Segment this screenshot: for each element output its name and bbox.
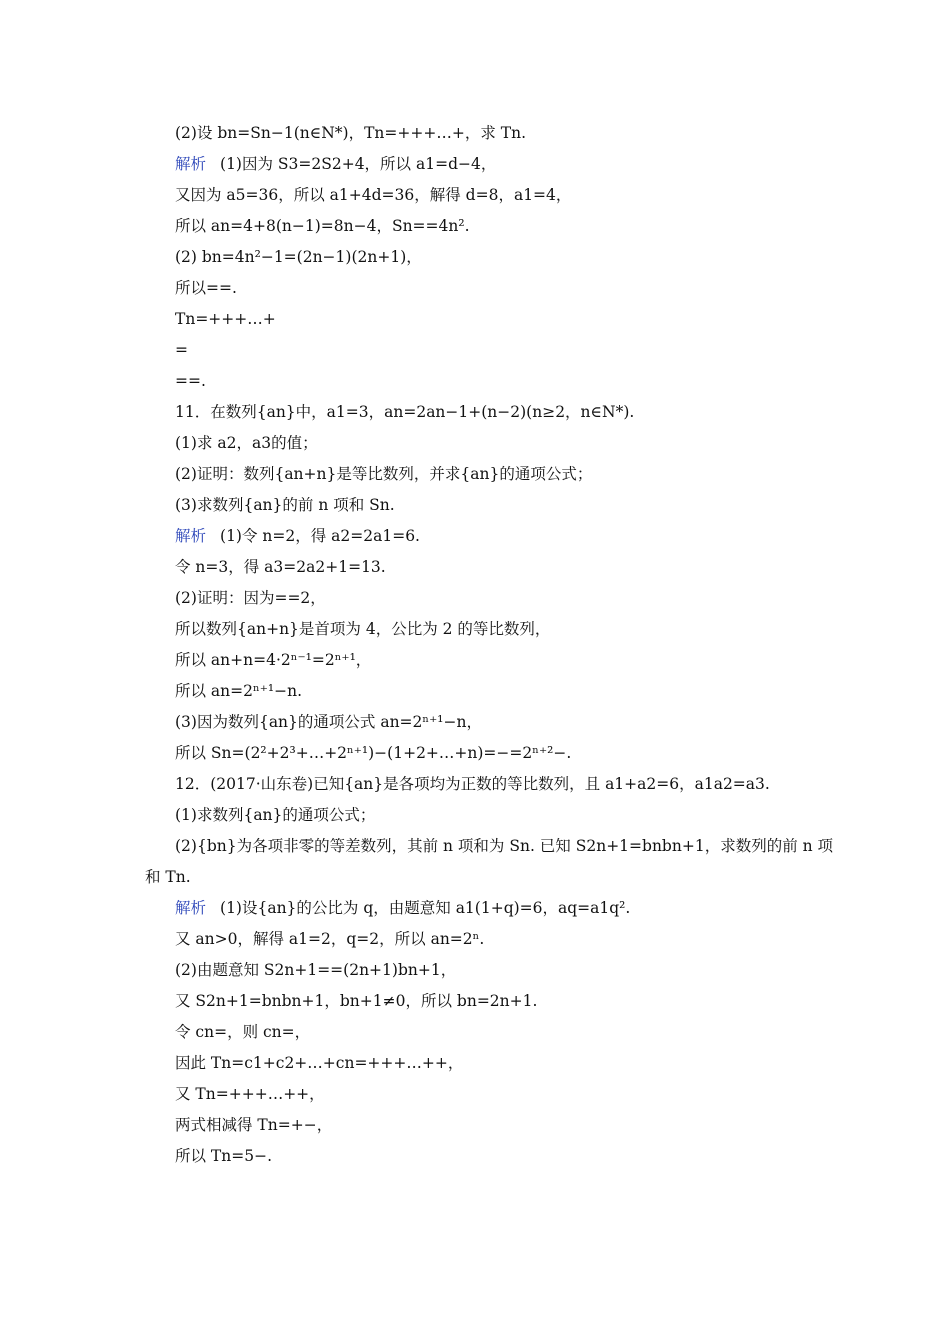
text-line: (2) bn=4n²−1=(2n−1)(2n+1)，	[175, 248, 422, 266]
text-line: Tn=+++…+	[175, 310, 276, 328]
analysis-label: 解析	[175, 155, 207, 173]
text-line: 所以 an=4+8(n−1)=8n−4，Sn==4n².	[175, 217, 470, 235]
text-line: 所以==.	[175, 279, 237, 297]
text-line: (1)求数列{an}的通项公式；	[175, 806, 376, 824]
text-line: 所以 Tn=5−.	[175, 1147, 273, 1165]
text-line: 所以 Sn=(2²+2³+…+2ⁿ⁺¹)−(1+2+…+n)=−=2ⁿ⁺²−.	[175, 744, 572, 762]
text-line: 12．(2017·山东卷)已知{an}是各项均为正数的等比数列，且 a1+a2=6，a1a2=a3.	[175, 775, 770, 793]
text-line: 和 Tn.	[145, 868, 191, 886]
text-line: (2)证明：因为==2，	[175, 589, 326, 607]
text-line: (2)证明：数列{an+n}是等比数列，并求{an}的通项公式；	[175, 465, 593, 483]
text-line: 所以 an=2ⁿ⁺¹−n.	[175, 682, 302, 700]
text-line: 11．在数列{an}中，a1=3，an=2an−1+(n−2)(n≥2，n∈N*).	[175, 403, 635, 421]
text-line: (2){bn}为各项非零的等差数列，其前 n 项和为 Sn. 已知 S2n+1=bnbn+1，求数列的前 n 项	[175, 837, 834, 855]
analysis-label: 解析	[175, 899, 207, 917]
text-line: 令 n=3，得 a3=2a2+1=13.	[175, 558, 386, 576]
text-line: ==.	[175, 372, 206, 390]
text-line: 解析 (1)设{an}的公比为 q，由题意知 a1(1+q)=6，aq=a1q².	[175, 899, 631, 917]
text-line: (2)设 bn=Sn−1(n∈N*)，Tn=+++…+，求 Tn.	[175, 124, 527, 142]
text-line: (3)求数列{an}的前 n 项和 Sn.	[175, 496, 395, 514]
text-line: (1)求 a2，a3的值；	[175, 434, 318, 452]
text-line: 所以 an+n=4·2ⁿ⁻¹=2ⁿ⁺¹，	[175, 651, 372, 669]
text-line: 又 an>0，解得 a1=2，q=2，所以 an=2ⁿ.	[175, 930, 485, 948]
text-line: 解析 (1)因为 S3=2S2+4，所以 a1=d−4，	[175, 155, 497, 173]
text-line: 又 Tn=+++…++，	[175, 1085, 325, 1103]
text-line: 所以数列{an+n}是首项为 4，公比为 2 的等比数列，	[175, 620, 551, 638]
text-line: (3)因为数列{an}的通项公式 an=2ⁿ⁺¹−n，	[175, 713, 482, 731]
text-line: (2)由题意知 S2n+1==(2n+1)bn+1，	[175, 961, 457, 979]
text-line: 解析 (1)令 n=2，得 a2=2a1=6.	[175, 527, 420, 545]
text-line: =	[175, 341, 188, 359]
text-line: 因此 Tn=c1+c2+…+cn=+++…++，	[175, 1054, 464, 1072]
text-line: 令 cn=，则 cn=，	[175, 1023, 311, 1041]
text-line: 又 S2n+1=bnbn+1，bn+1≠0，所以 bn=2n+1.	[175, 992, 538, 1010]
text-line: 两式相减得 Tn=+−，	[175, 1116, 333, 1134]
analysis-label: 解析	[175, 527, 207, 545]
text-line: 又因为 a5=36，所以 a1+4d=36，解得 d=8，a1=4，	[175, 186, 572, 204]
